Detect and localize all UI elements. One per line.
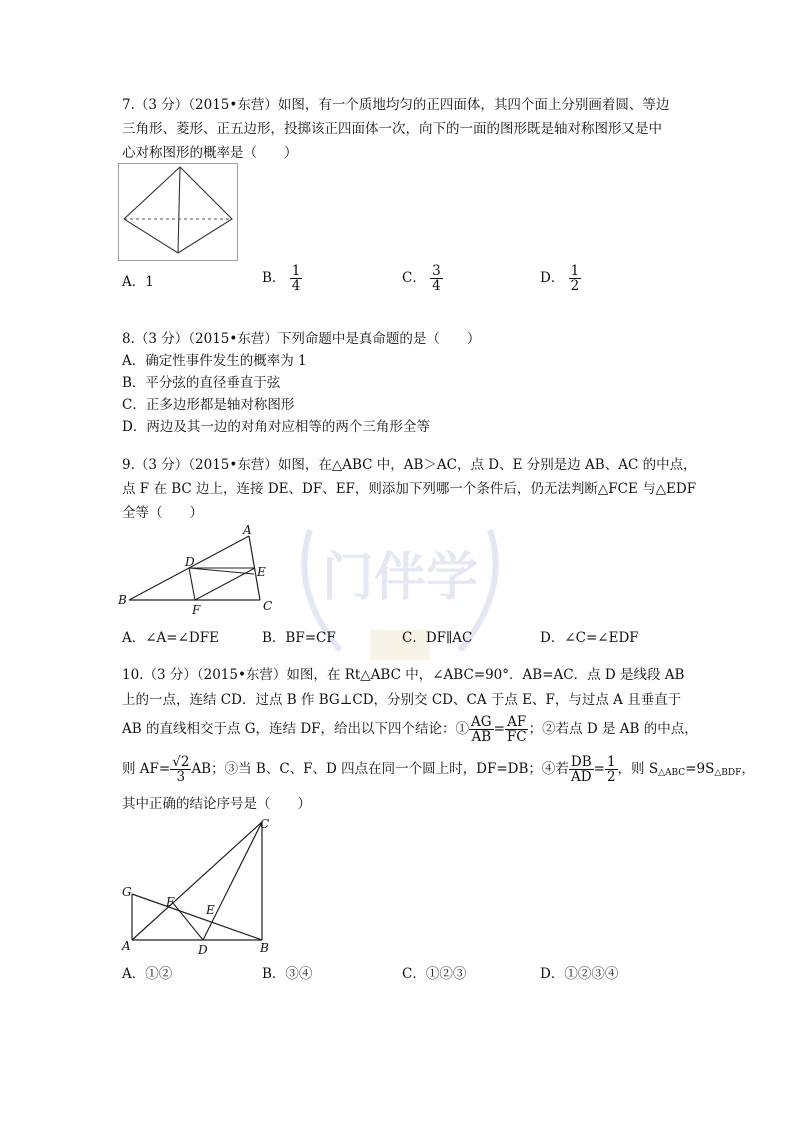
q10-line-4: 则 AF= $\frac{√2}{3}$ AB；③当 B、C、F、D 四点在同一个圆上时，DF=DB；④若 $\frac{DB}{AD}$ = $\frac{1}{2}$ ，则 $S_{\triangle ABC}=9S_{\triangle BDF}$， [122,754,755,785]
q10-line-5: 其中正确的结论序号是（ ） [122,796,311,812]
q10-option-b: B．③④ [262,966,313,982]
q10-label-e: E [206,903,215,917]
q7-option-b: B． $\frac{1}{4}$ [262,263,301,294]
q10-label-b: B [260,941,269,955]
q10-label-c: C [260,817,270,831]
q9-label-a: A [243,524,252,537]
q10-line-2: 上的一点，连结 CD．过点 B 作 BG⊥CD，分别交 CD、CA 于点 E、F，与过点 A 且垂直于 [122,692,682,708]
q9-label-e: E [257,565,266,579]
q8-option-d: D．两边及其一边的对角对应相等的两个三角形全等 [122,419,430,435]
q9-label-f: F [192,603,201,617]
q10-line-1: 10.（3 分）（2015•东营）如图，在 Rt△ABC 中，∠ABC=90°．AB=AC．点 D 是线段 AB [122,667,685,683]
q10-option-c: C．①②③ [402,966,467,982]
q10-line-3: AB 的直线相交于点 G，连结 DF，给出以下四个结论：① $\frac{AG}{AB}$ = $\frac{AF}{FC}$ ；②若点 D 是 AB 的中点， [122,714,698,745]
q9-line-2: 点 F 在 BC 边上，连接 DE、DF、EF，则添加下列哪一个条件后，仍无法判断△FCE 与△EDF [122,481,697,497]
q10-label-f: F [166,895,175,909]
q8-option-a: A．确定性事件发生的概率为 1 [122,353,307,369]
q9-label-d: D [185,555,195,569]
q10-option-a: A．①② [122,966,173,982]
q9-label-b: B [118,593,127,607]
q9-option-b: B．BF=CF [262,630,336,646]
q10-label-a: A [122,939,131,953]
q10-triangle-figure [116,814,281,956]
watermark-logo [270,470,530,690]
q7-tetrahedron-figure [118,163,238,261]
q7-option-a: A．1 [122,274,154,290]
q7-line-1: 7.（3 分）（2015•东营）如图，有一个质地均匀的正四面体，其四个面上分别画着圆、等边 [122,97,670,113]
q9-line-1: 9.（3 分）（2015•东营）如图，在△ABC 中，AB＞AC，点 D、E 分别是边 AB、AC 的中点， [122,457,697,473]
q9-option-a: A．∠A=∠DFE [122,630,219,646]
q9-label-c: C [263,599,273,613]
q8-line-1: 8.（3 分）（2015•东营）下列命题中是真命题的是（ ） [122,331,481,347]
q10-option-d: D．①②③④ [540,966,619,982]
q7-option-c: C． $\frac{3}{4}$ [402,263,441,294]
q10-label-d: D [198,943,208,956]
q10-label-g: G [122,885,132,899]
q9-option-c: C．DF∥AC [402,630,473,646]
q7-line-3: 心对称图形的概率是（ ） [122,145,298,161]
q8-option-b: B．平分弦的直径垂直于弦 [122,375,281,391]
q7-option-d: D． $\frac{1}{2}$ [540,263,580,294]
q9-line-3: 全等（ ） [122,505,203,521]
q9-triangle-figure [115,524,285,619]
q7-line-2: 三角形、菱形、正五边形，投掷该正四面体一次，向下的一面的图形既是轴对称图形又是中 [122,121,662,137]
q8-option-c: C．正多边形都是轴对称图形 [122,397,295,413]
svg-text:门伴学: 门伴学 [321,548,479,608]
q9-option-d: D．∠C=∠EDF [540,630,639,646]
